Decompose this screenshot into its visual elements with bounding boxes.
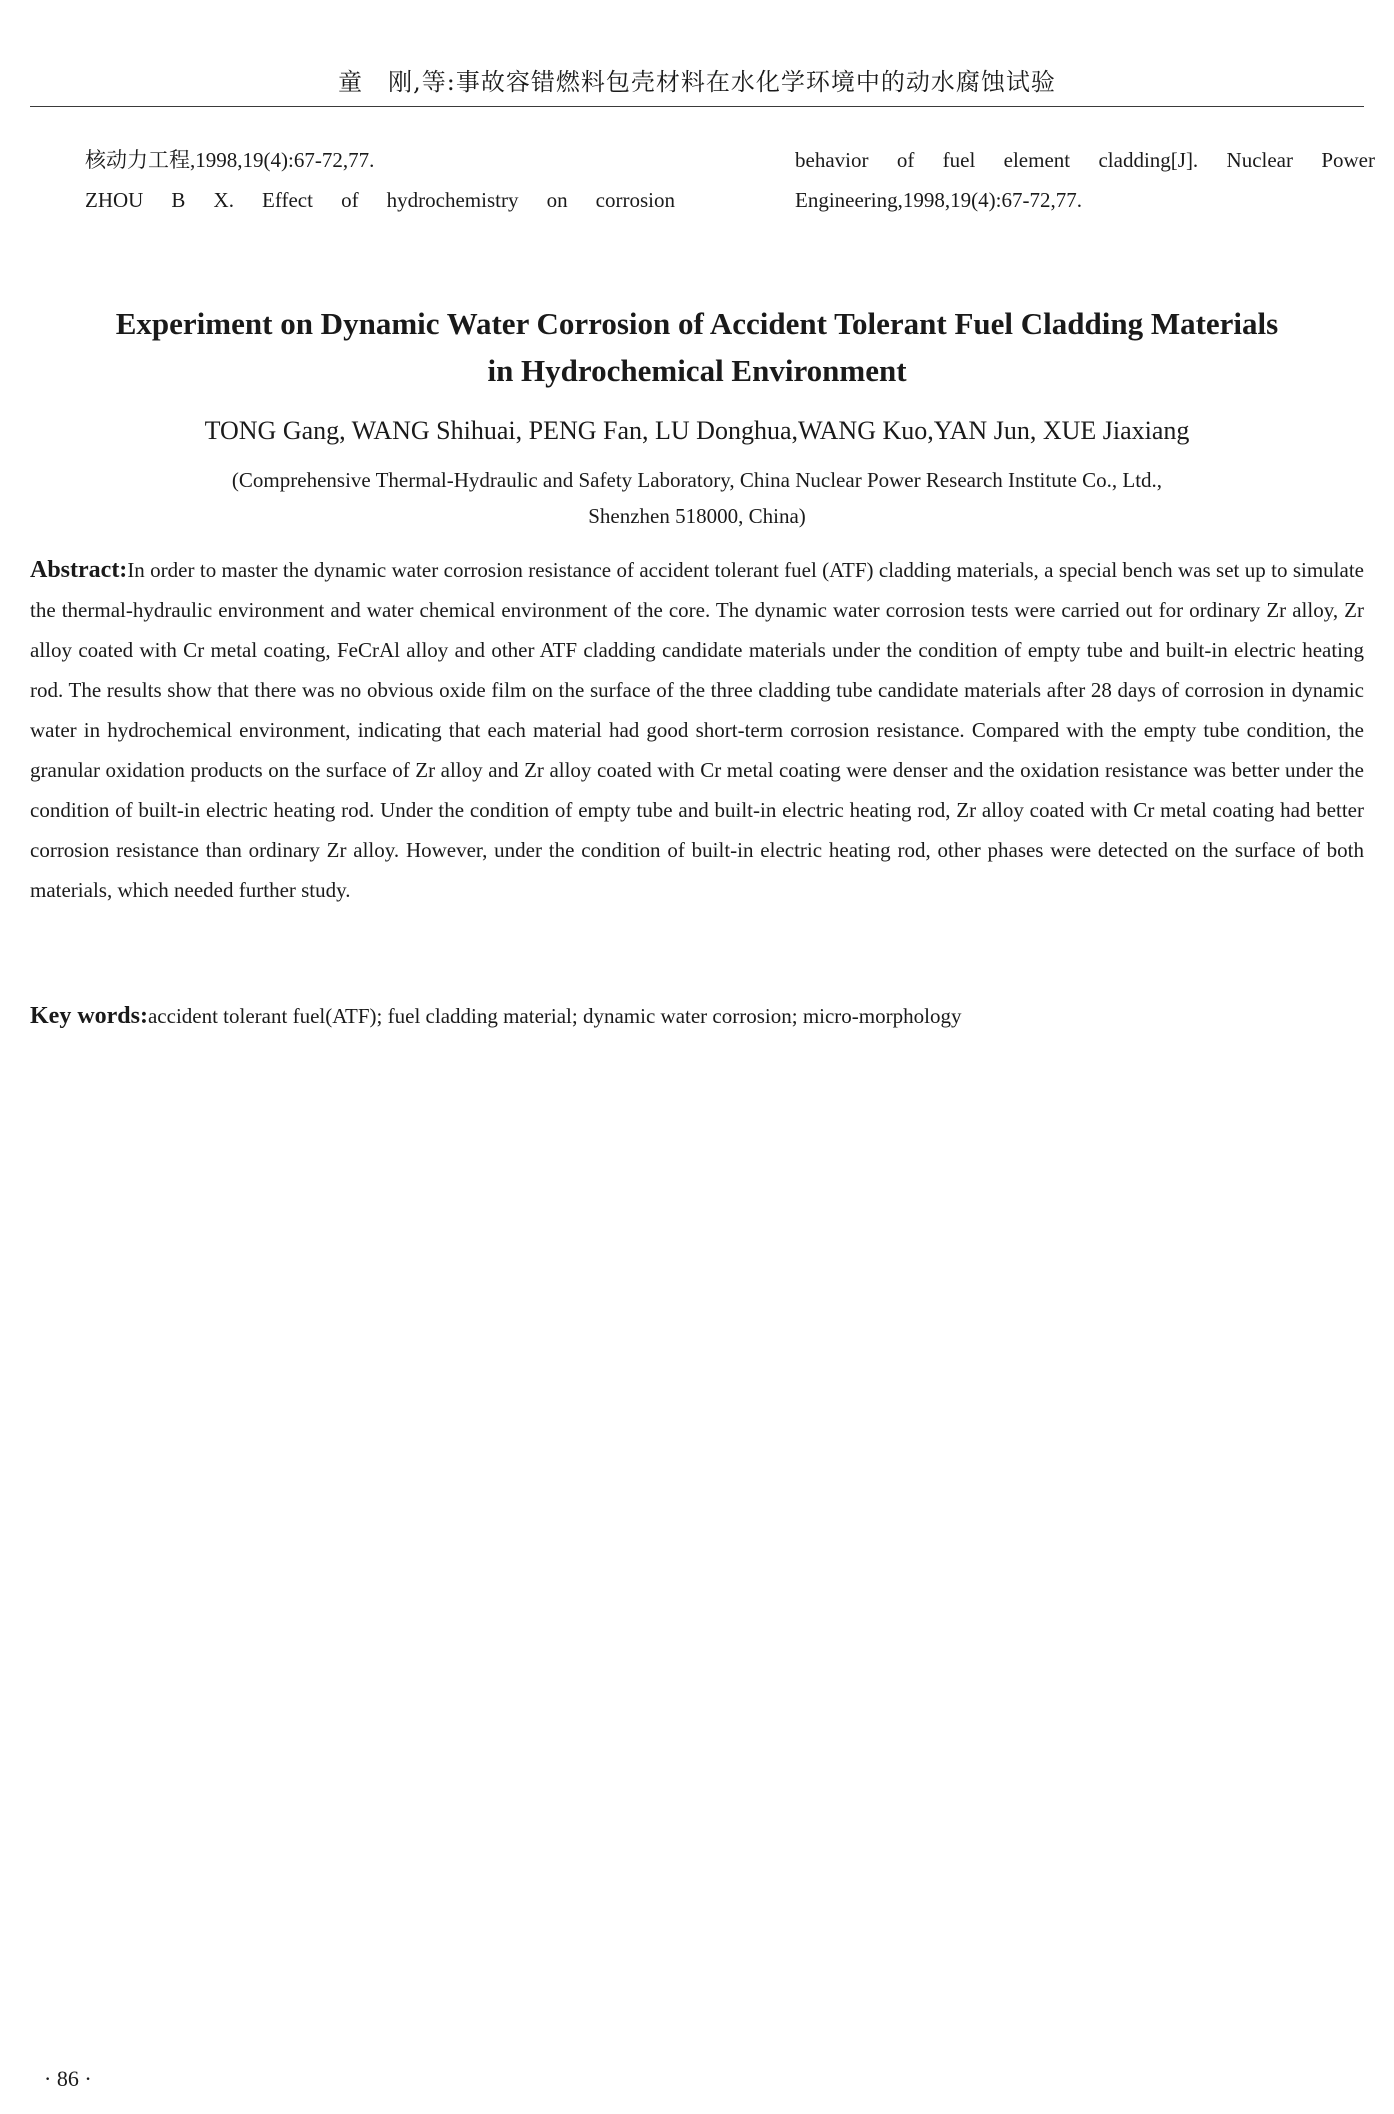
- reference-line: 核动力工程,1998,19(4):67-72,77.: [85, 148, 375, 172]
- page-number: · 86 ·: [44, 2066, 92, 2091]
- affiliation-line: Shenzhen 518000, China): [588, 504, 806, 528]
- paper-title: [30, 300, 1364, 394]
- keywords: [30, 996, 1364, 1036]
- keywords-text: accident tolerant fuel(ATF); fuel cladding material; dynamic water corrosion; micro-morphology: [147, 1004, 962, 1028]
- abstract-label: Abstract:: [30, 557, 128, 583]
- title-line: in Hydrochemical Environment: [487, 353, 907, 388]
- abstract-text: In order to master the dynamic water corrosion resistance of accident tolerant fuel (ATF) cladding materials, a special bench was set up to simulate the thermal-hydraulic environment and water chemical environment of the core. The dynamic water corrosion tests were carried out for ordinary Zr alloy, Zr alloy coated with Cr metal coating, FeCrAl alloy and other ATF cladding candidate materials under the condition of empty tube and built-in electric heating rod. The results show that there was no obvious oxide film on the surface of the three cladding tube candidate materials after 28 days of corrosion in dynamic water in hydrochemical environment, indicating that each material had good short-term corrosion resistance. Compared with the empty tube condition, the granular oxidation products on the surface of Zr alloy and Zr alloy coated with Cr metal coating were denser and the oxidation resistance was better under the condition of built-in electric heating rod. Under the condition of empty tube and built-in electric heating rod, Zr alloy coated with Cr metal coating had better corrosion resistance than ordinary Zr alloy. However, under the condition of built-in electric heating rod, other phases were detected on the surface of both materials, which needed further study.: [30, 558, 1364, 902]
- abstract: [30, 550, 1364, 910]
- affiliation-line: (Comprehensive Thermal-Hydraulic and Safety Laboratory, China Nuclear Power Research Institute Co., Ltd.,: [231, 468, 1163, 492]
- keywords-label: Key words:: [30, 1003, 148, 1029]
- reference-column-left: [85, 140, 675, 220]
- title-line: Experiment on Dynamic Water Corrosion of Accident Tolerant Fuel Cladding Materials: [115, 306, 1279, 341]
- running-header: 童 刚,等:事故容错燃料包壳材料在水化学环境中的动水腐蚀试验: [338, 68, 1056, 96]
- affiliation: [30, 462, 1364, 534]
- header-rule: [30, 106, 1364, 107]
- reference-line: Engineering,1998,19(4):67-72,77.: [795, 188, 1082, 212]
- reference-line: behavior of fuel element cladding[J]. Nuclear Power: [795, 148, 1375, 172]
- author-list: TONG Gang, WANG Shihuai, PENG Fan, LU Donghua,WANG Kuo,YAN Jun, XUE Jiaxiang: [204, 416, 1190, 445]
- reference-line: ZHOU B X. Effect of hydrochemistry on corrosion: [85, 188, 675, 212]
- reference-column-right: [795, 140, 1375, 220]
